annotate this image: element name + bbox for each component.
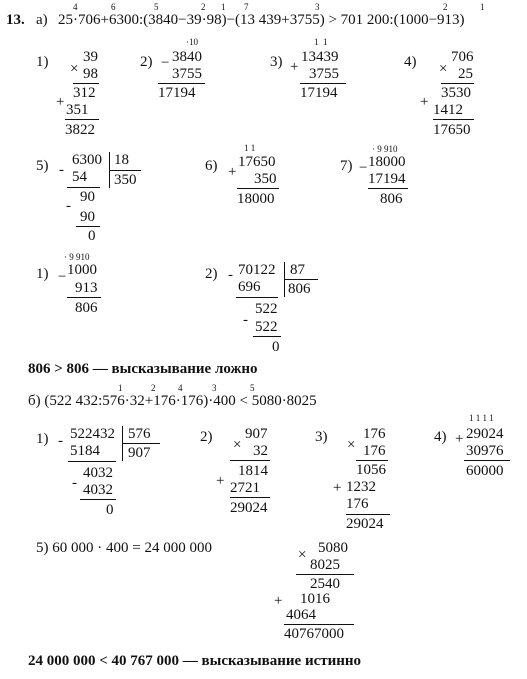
rule: [67, 297, 101, 298]
operand: 5080: [318, 540, 348, 556]
result: 17194: [300, 85, 338, 101]
quotient: 806: [288, 281, 311, 297]
borrow-mark: · 9 910: [372, 144, 398, 154]
operand: 98: [83, 66, 98, 82]
partial-product: 1814: [238, 463, 268, 479]
step-label: 5): [36, 158, 49, 174]
operator-sign: ×: [298, 547, 307, 563]
operator-sign: −: [359, 160, 368, 176]
order-mark: 2: [151, 383, 156, 393]
rule: [68, 461, 116, 462]
step-label: 7): [340, 158, 353, 174]
order-mark: 4: [178, 383, 183, 393]
rule: [346, 514, 390, 515]
rule: [109, 170, 141, 171]
operand: 1000: [67, 262, 97, 278]
partial-product: 4064: [286, 607, 316, 623]
step-label: 2): [200, 429, 213, 445]
result: 17650: [433, 122, 471, 138]
operand: 176: [363, 426, 386, 442]
divisor: 87: [290, 262, 305, 278]
step-label: 6): [205, 158, 218, 174]
order-mark: 2: [443, 2, 448, 12]
order-mark: 3: [315, 2, 320, 12]
step-label: 1): [36, 54, 49, 70]
operand: 39: [83, 49, 98, 65]
borrow-mark: · 9 910: [64, 252, 90, 262]
result: 40767000: [284, 626, 344, 642]
order-mark: 1: [118, 383, 123, 393]
partial-product: 2721: [230, 480, 260, 496]
order-mark: 1: [480, 2, 485, 12]
operator-sign: -: [228, 267, 233, 283]
operand: 17650: [238, 154, 276, 170]
operand: 913: [75, 280, 98, 296]
dividend: 6300: [72, 152, 102, 168]
operand: 176: [363, 443, 386, 459]
operand: 32: [253, 443, 268, 459]
step-label: 3): [315, 429, 328, 445]
result: 29024: [346, 516, 384, 532]
rule: [441, 83, 474, 84]
rule: [76, 226, 100, 227]
quotient: 350: [114, 172, 137, 188]
remainder-step: 54: [72, 169, 87, 185]
carry-mark: 1 1 1 1: [469, 413, 494, 423]
result: 60000: [466, 463, 504, 479]
exercise-number: 13.: [6, 12, 25, 28]
remainder-step: 4032: [83, 465, 113, 481]
operator-sign: -: [243, 312, 248, 328]
remainder-step: 522: [255, 301, 278, 317]
operator-sign: -: [66, 198, 71, 214]
result: 806: [75, 300, 98, 316]
operator-sign: +: [333, 480, 342, 496]
order-mark: 6: [111, 2, 116, 12]
rule: [368, 188, 408, 189]
order-mark: 4: [73, 2, 78, 12]
rule: [73, 83, 99, 84]
borrow-mark: ·10: [186, 37, 198, 47]
operator-sign: +: [216, 473, 225, 489]
part-b-conclusion: 24 000 000 < 40 767 000 — высказывание истинно: [28, 653, 362, 669]
partial-product: 351: [66, 102, 89, 118]
quotient: 907: [128, 445, 151, 461]
operand: 18000: [368, 154, 406, 170]
operator-sign: +: [228, 164, 237, 180]
step-label: 1): [36, 431, 49, 447]
operator-sign: +: [420, 94, 429, 110]
rule: [237, 188, 279, 189]
order-mark: 7: [244, 2, 249, 12]
operator-sign: -: [59, 162, 64, 178]
step-label: 3): [270, 54, 283, 70]
operator-sign: ×: [439, 61, 448, 77]
order-mark: 5: [154, 2, 159, 12]
partial-product: 1056: [356, 462, 386, 478]
remainder-step: 90: [80, 189, 95, 205]
divisor: 18: [114, 152, 129, 168]
rule: [80, 499, 116, 500]
operand: 30976: [466, 443, 504, 459]
result: 29024: [230, 500, 268, 516]
carry-mark: 1 1: [244, 143, 256, 153]
operator-sign: -: [58, 433, 63, 449]
operator-sign: +: [274, 593, 283, 609]
operand: 907: [245, 426, 268, 442]
partial-product: 1232: [346, 479, 376, 495]
rule: [67, 187, 100, 188]
partial-product: 3530: [441, 85, 471, 101]
result: 18000: [237, 191, 275, 207]
operator-sign: ×: [347, 437, 356, 453]
rule: [230, 497, 270, 498]
rule: [230, 460, 270, 461]
operator-sign: ×: [233, 437, 242, 453]
remainder-step: 4032: [83, 482, 113, 498]
carry-mark: 1 1: [314, 37, 328, 47]
result: 806: [380, 191, 403, 207]
remainder-step: 696: [238, 279, 261, 295]
rule: [284, 624, 354, 625]
step-label: 2): [205, 266, 218, 282]
step-label: 4): [434, 429, 447, 445]
rule: [122, 443, 160, 444]
partial-product: 1016: [300, 591, 330, 607]
operand: 29024: [466, 426, 504, 442]
rule: [236, 297, 278, 298]
operator-sign: +: [56, 94, 65, 110]
rule: [433, 119, 474, 120]
order-mark: 5: [250, 383, 255, 393]
rule: [464, 460, 510, 461]
divisor: 576: [128, 426, 151, 442]
order-mark: 2: [201, 2, 206, 12]
operand: 13439: [301, 49, 339, 65]
operand: 3755: [309, 66, 339, 82]
remainder: 0: [272, 339, 280, 355]
part-a-conclusion: 806 > 806 — высказывание ложно: [28, 361, 258, 377]
operand: 706: [451, 49, 474, 65]
part-a-expression: 25·706+6300:(3840−39·98)−(13 439+3755) > 701 200:(1000−913): [58, 12, 465, 28]
dividend: 70122: [238, 262, 276, 278]
rule: [253, 336, 281, 337]
rule: [284, 279, 318, 280]
partial-product: 312: [73, 85, 96, 101]
order-mark: 3: [212, 383, 217, 393]
dividend: 522432: [70, 426, 115, 442]
partial-product: 2540: [310, 576, 340, 592]
operand: 17194: [368, 171, 406, 187]
remainder-step: 5184: [70, 443, 100, 459]
operator-sign: +: [455, 431, 464, 447]
remainder: 0: [106, 502, 114, 518]
operand: 8025: [310, 557, 340, 573]
operand: 3755: [172, 66, 202, 82]
rule: [356, 460, 388, 461]
operator-sign: ×: [70, 61, 79, 77]
operator-sign: −: [161, 55, 170, 71]
step-label: 2): [140, 54, 153, 70]
result: 17194: [158, 85, 196, 101]
operand: 350: [254, 171, 277, 187]
part-a-label: а): [36, 12, 48, 28]
rule: [65, 119, 99, 120]
partial-product: 176: [346, 496, 369, 512]
rule: [158, 83, 205, 84]
remainder: 0: [88, 228, 96, 244]
operator-sign: −: [58, 269, 67, 285]
step-label: 4): [404, 54, 417, 70]
rule: [300, 83, 346, 84]
step-5-line: 5) 60 000 · 400 = 24 000 000: [36, 540, 212, 556]
operand: 3840: [172, 49, 202, 65]
remainder-step: 90: [80, 209, 95, 225]
partial-product: 1412: [433, 102, 463, 118]
remainder-step: 522: [255, 319, 278, 335]
operator-sign: +: [290, 59, 299, 75]
operand: 25: [458, 66, 473, 82]
order-mark: 1: [221, 2, 226, 12]
operator-sign: -: [72, 475, 77, 491]
part-b-expression: б) (522 432:576·32+176·176)·400 < 5080·8025: [28, 393, 317, 409]
rule: [296, 574, 354, 575]
step-label: 1): [36, 266, 49, 282]
result: 3822: [65, 122, 95, 138]
